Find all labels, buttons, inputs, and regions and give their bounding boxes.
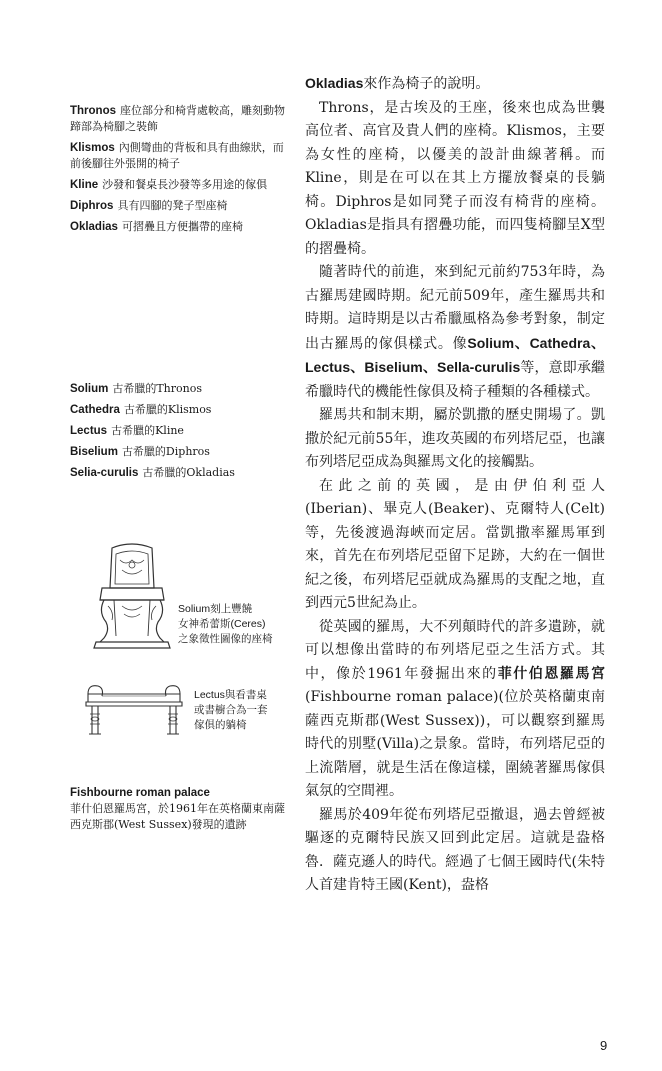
gloss-item: Biselium 古希臘的Diphros	[70, 445, 210, 458]
gloss-term: Fishbourne roman palace	[70, 787, 210, 799]
solium-throne-illustration	[92, 540, 172, 652]
gloss-item: Solium 古希臘的Thronos	[70, 382, 202, 395]
gloss-desc: 菲什伯恩羅馬宮，於1961年在英格蘭東南薩西克斯郡(West Sussex)發現的遺跡	[70, 802, 285, 831]
gloss-item: Okladias 可摺疊且方便攜帶的座椅	[70, 220, 243, 233]
figure2-caption: Lectus與看書桌 或書櫥合為一套 傢俱的躺椅	[194, 689, 268, 731]
gloss-item: Diphros 具有四腳的凳子型座椅	[70, 199, 228, 212]
paragraph: Okladias來作為椅子的說明。	[305, 75, 490, 92]
gloss-item: Cathedra 古希臘的Klismos	[70, 403, 212, 416]
gloss-item: Selia-curulis 古希臘的Okladias	[70, 466, 235, 479]
sidebar-glossary-fishbourne	[70, 785, 288, 833]
paragraph: Throns，是古埃及的王座，後來也成為世襲高位者、高官及貴人們的座椅。Klismos，主要為女性的座椅，以優美的設計曲線著稱。而Kline，則是在可以在其上方擺放餐桌的長躺椅。Diphros是如同凳子而沒有椅背的座椅。Okladias是指具有摺疊功能，而四隻椅腳呈X型的摺疊椅。	[305, 99, 605, 257]
gloss-item: Lectus 古希臘的Kline	[70, 424, 184, 437]
paragraph: 隨著時代的前進，來到紀元前約753年時，為古羅馬建國時期。紀元前509年，產生羅馬共和時期。這時期是以古希臘風格為參考對象，制定出古羅馬的傢俱樣式。像Solium、Cathedra、Lectus、Biselium、Sella-curulis等，意即承繼希臘時代的機能性傢俱及椅子種類的各種樣式。	[305, 264, 606, 400]
paragraph: 從英國的羅馬，大不列顛時代的許多遺跡，就可以想像出當時的布列塔尼亞之生活方式。其中，像於1961年發掘出來的菲什伯恩羅馬宮(Fishbourne roman palace)(位於英格蘭東南薩西克斯郡(West Sussex))，可以觀察到羅馬時代的別墅(Villa)之景象。當時，布列塔尼亞的上流階層，就是生活在像這樣，圍繞著羅馬傢俱氣氛的空間裡。	[305, 618, 605, 799]
lectus-couch-illustration	[82, 680, 186, 740]
page-number: 9	[600, 1038, 608, 1053]
gloss-item: Kline 沙發和餐桌長沙發等多用途的傢俱	[70, 178, 268, 191]
gloss-item: Thronos 座位部分和椅背處較高，雕刻動物蹄部為椅腳之裝飾	[70, 104, 285, 133]
sidebar-glossary-roman	[70, 381, 288, 486]
figure1-caption: Solium刻上豐饒 女神希蕾斯(Ceres) 之象徵性圖像的座椅	[178, 603, 273, 645]
paragraph: 羅馬共和制末期，屬於凱撒的歷史開場了。凱撒於紀元前55年，進攻英國的布列塔尼亞，也讓布列塔尼亞成為與羅馬文化的接觸點。	[305, 407, 605, 470]
gloss-item: Klismos 內側彎曲的背板和具有曲線狀，而前後腳往外張開的椅子	[70, 141, 284, 170]
sidebar-glossary-greek	[70, 103, 288, 240]
main-text	[305, 72, 605, 898]
paragraph: 在此之前的英國，是由伊伯利亞人(Iberian)、畢克人(Beaker)、克爾特人(Celt)等，先後渡過海峽而定居。當凱撒率羅馬軍到來，首先在布列塔尼亞留下足跡，大約在一個世紀之後，布列塔尼亞就成為羅馬的支配之地，直到西元5世紀為止。	[305, 477, 605, 611]
paragraph: 羅馬於409年從布列塔尼亞撤退，過去曾經被驅逐的克爾特民族又回到此定居。這就是盎格魯．薩克遜人的時代。經過了七個王國時代(朱特人首建肯特王國(Kent)，盎格	[305, 806, 605, 893]
